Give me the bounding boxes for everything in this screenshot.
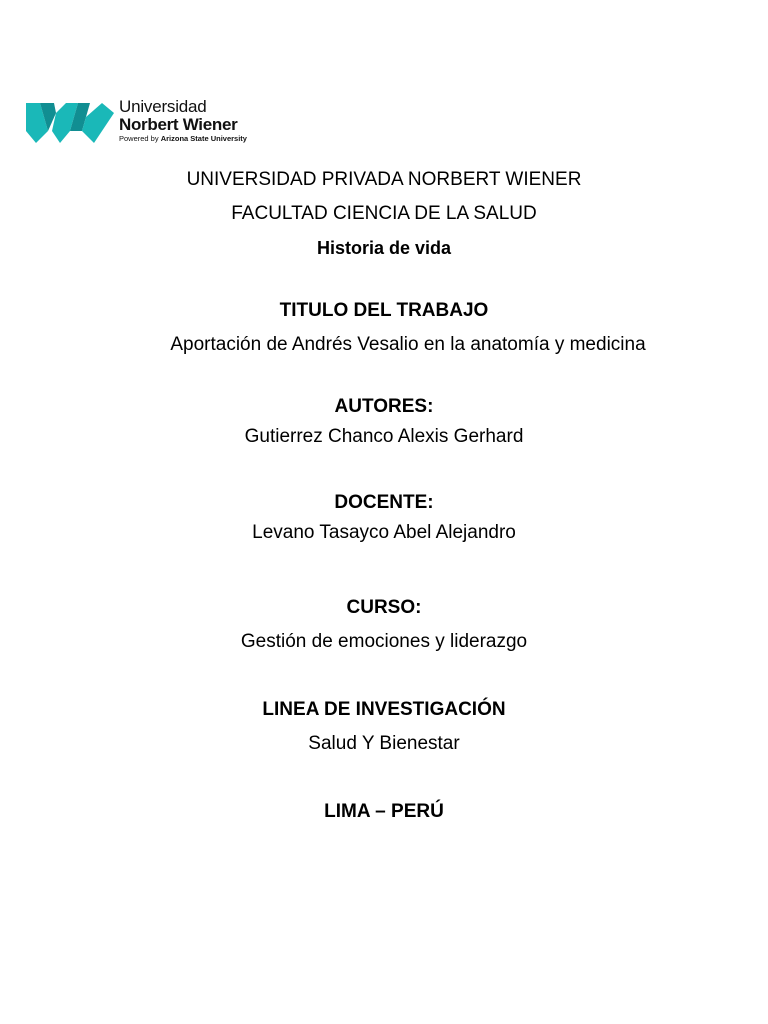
authors-heading: AUTORES: <box>334 396 434 417</box>
norbert-wiener-logo-mark-icon <box>26 101 114 145</box>
course-value: Gestión de emociones y liderazgo <box>240 631 528 652</box>
authors-value: Gutierrez Chanco Alexis Gerhard <box>244 426 524 447</box>
logo-line-universidad: Universidad <box>119 97 207 116</box>
logo-powered-name: Arizona State University <box>160 134 247 143</box>
title-heading: TITULO DEL TRABAJO <box>279 300 489 321</box>
logo-line-norbert-wiener: Norbert Wiener <box>119 115 238 134</box>
location: LIMA – PERÚ <box>324 801 444 822</box>
title-value: Aportación de Andrés Vesalio en la anatomía y medicina <box>170 334 646 355</box>
university-logo <box>26 98 266 150</box>
research-line-heading: LINEA DE INVESTIGACIÓN <box>262 699 506 720</box>
research-line-value: Salud Y Bienestar <box>308 733 460 754</box>
teacher-heading: DOCENTE: <box>334 492 434 513</box>
teacher-value: Levano Tasayco Abel Alejandro <box>252 522 516 543</box>
course-heading: CURSO: <box>346 597 422 618</box>
logo-powered-prefix: Powered by <box>119 134 161 143</box>
logo-wordmark <box>119 98 247 143</box>
faculty-name: FACULTAD CIENCIA DE LA SALUD <box>231 203 537 224</box>
university-name: UNIVERSIDAD PRIVADA NORBERT WIENER <box>186 169 582 190</box>
document-type: Historia de vida <box>316 238 452 258</box>
logo-powered-by <box>119 135 247 143</box>
